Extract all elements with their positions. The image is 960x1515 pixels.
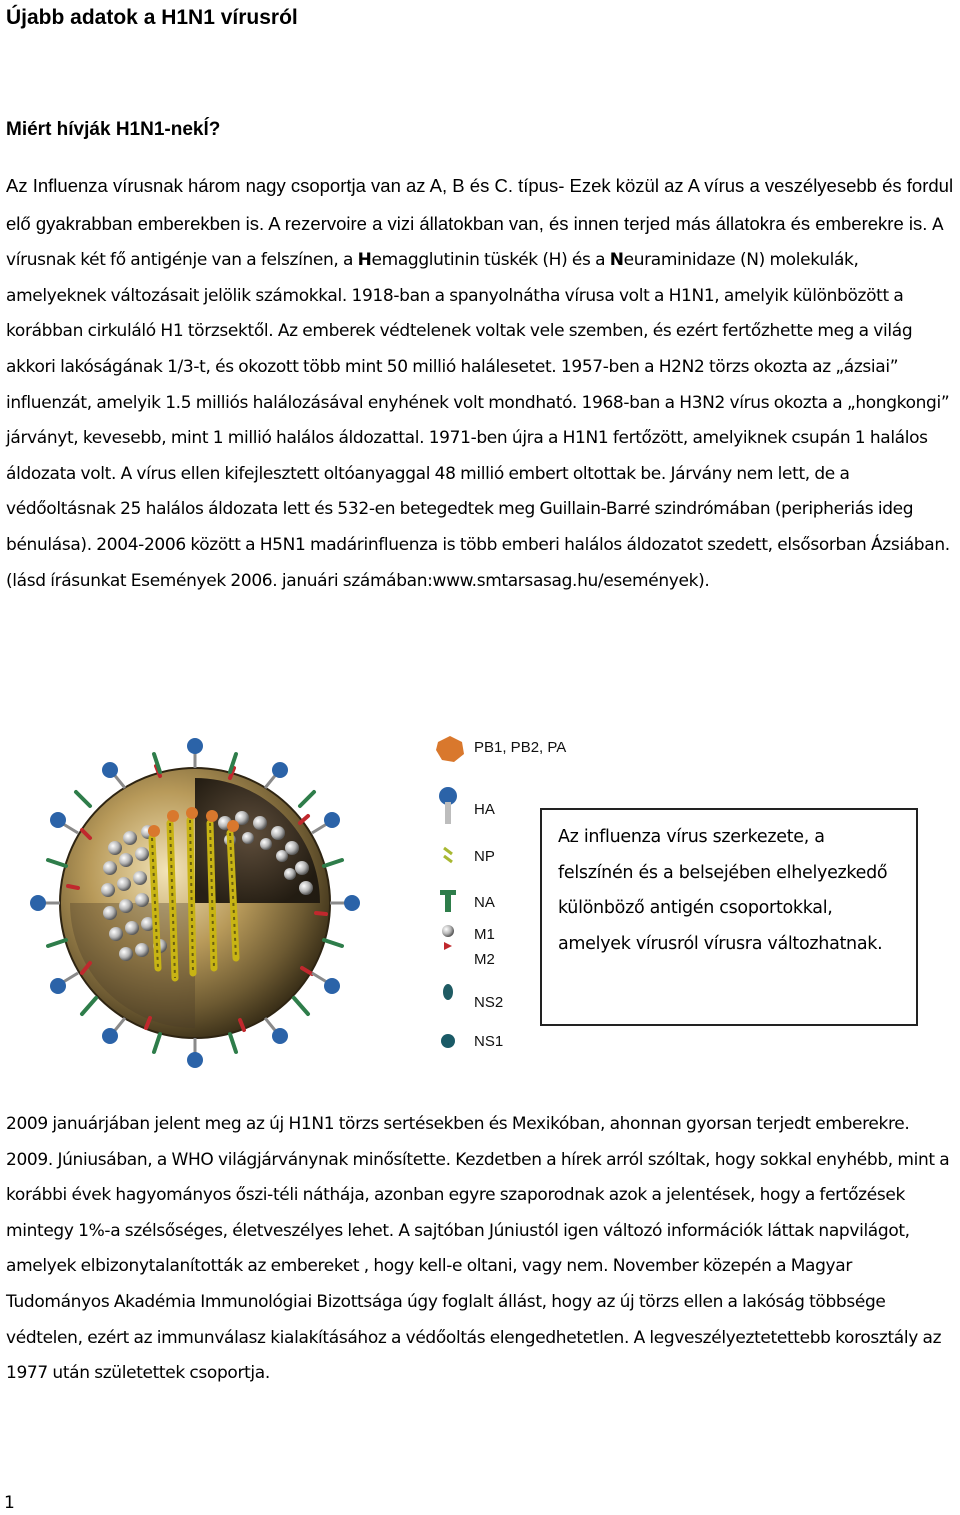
virus-illustration xyxy=(30,728,590,1068)
legend-label-polymerase: PB1, PB2, PA xyxy=(474,739,567,756)
virus-particle xyxy=(60,766,330,1038)
page-number: 1 xyxy=(4,1493,15,1513)
legend-label-m1: M1 xyxy=(474,926,495,943)
legend-label-m2: M2 xyxy=(474,951,495,968)
intro-paragraph-history-text: euraminidaze (N) molekulák, amelyeknek változásait jelölik számokkal. 1918-ban a spanyolnátha vírusa volt a H1N1, amelyik különbözött a korábban cirkuláló H1 törzsektől. Az emberek védtelenek voltak vele szemben, és ezért fertőzhette meg a világ akkori lakóságának 1/3-t, és okozott több mint 50 millió halálesetet. 1957-ben a H2N2 törzs okozta az „ázsiai” influenzát, amelyik 1.5 milliós halálozásával enyhének volt mondható. 1968-ban a H3N2 vírus okozta a „hongkongi” járványt, kevesebb, mint 1 millió halálos áldozattal. 1971-ben újra a H1N1 fertőzött, amelyiknek csupán 1 halálos áldozata volt. A vírus ellen kifejlesztett oltóanyaggal 48 millió embert oltottak be. Járvány nem lett, de a védőoltásnak 25 halálos áldozata lett és 532-en betegedtek meg Guillain-Barré szindrómában (peripheriás ideg bénulása). 2004-2006 között a H5N1 madárinfluenza is több emberi halálos áldozatot szedett, elsősorban Ázsiában. (lásd írásunkat Események 2006. januári számában:www.smtarsasag.hu/események). xyxy=(6,250,950,591)
intro-paragraph-opening: Az Influenza vírusnak három nagy csoportja van az A, B és C. típus- Ezek közül az A vírus a veszélyesebb és fordul elő gyakrabban emberekben is. A rezervoire a vizi állatokban van, és innen terjed más állatokra és emberekre is. xyxy=(6,175,954,234)
figure-caption: Az influenza vírus szerkezete, a felszínén és a belsejében elhelyezkedő különböző antigén csoportokkal, amelyek vírusról vírusra változhatnak. xyxy=(558,827,888,954)
bold-letter-n: N xyxy=(609,250,624,271)
virus-structure-figure xyxy=(30,728,590,1068)
figure-caption-box xyxy=(540,808,918,1026)
legend-icons xyxy=(436,736,464,1048)
intro-paragraph xyxy=(6,168,958,599)
legend-label-ns2: NS2 xyxy=(474,994,504,1011)
legend-label-np: NP xyxy=(474,848,495,865)
legend-label-na: NA xyxy=(474,894,495,911)
legend-label-ns1: NS1 xyxy=(474,1033,504,1050)
legend-label-ha: HA xyxy=(474,801,495,818)
bold-letter-h: H xyxy=(357,250,372,271)
h1n1-2009-paragraph: 2009 januárjában jelent meg az új H1N1 törzs sertésekben és Mexikóban, ahonnan gyorsan terjedt emberekre. 2009. Júniusában, a WHO világjárványnak minősítette. Kezdetben a hírek arról szóltak, hogy sokkal enyhébb, mint a korábbi évek hagyományos őszi-téli náthája, azonban egyre szaporodnak azok a jelentések, hogy a fertőzések mintegy 1%-a szélsőséges, életveszélyes lehet. A sajtóban Júniustól igen változó információk láttak napvilágot, amelyek elbizonytalanították az embereket , hogy kell-e oltani, vagy nem. November közepén a Magyar Tudományos Akadémia Immunológiai Bizottsága úgy foglalt állást, hogy az új törzs ellen a lakóság többsége védtelen, ezért az immunválasz kialakításához a védőoltás elengedhetetlen. A legveszélyeztetettebb korosztály az 1977 után születettek csoportja. xyxy=(6,1114,950,1384)
document-title: Újabb adatok a H1N1 vírusról xyxy=(6,6,298,29)
intro-paragraph-antigen-text: A vírusnak két fő antigénje van a felszínen, a xyxy=(6,214,944,271)
intro-paragraph-hemagglutinin-text: emagglutinin tüskék (H) és a xyxy=(371,250,610,271)
section-heading: Miért hívják H1N1-nekĺ? xyxy=(6,119,221,140)
